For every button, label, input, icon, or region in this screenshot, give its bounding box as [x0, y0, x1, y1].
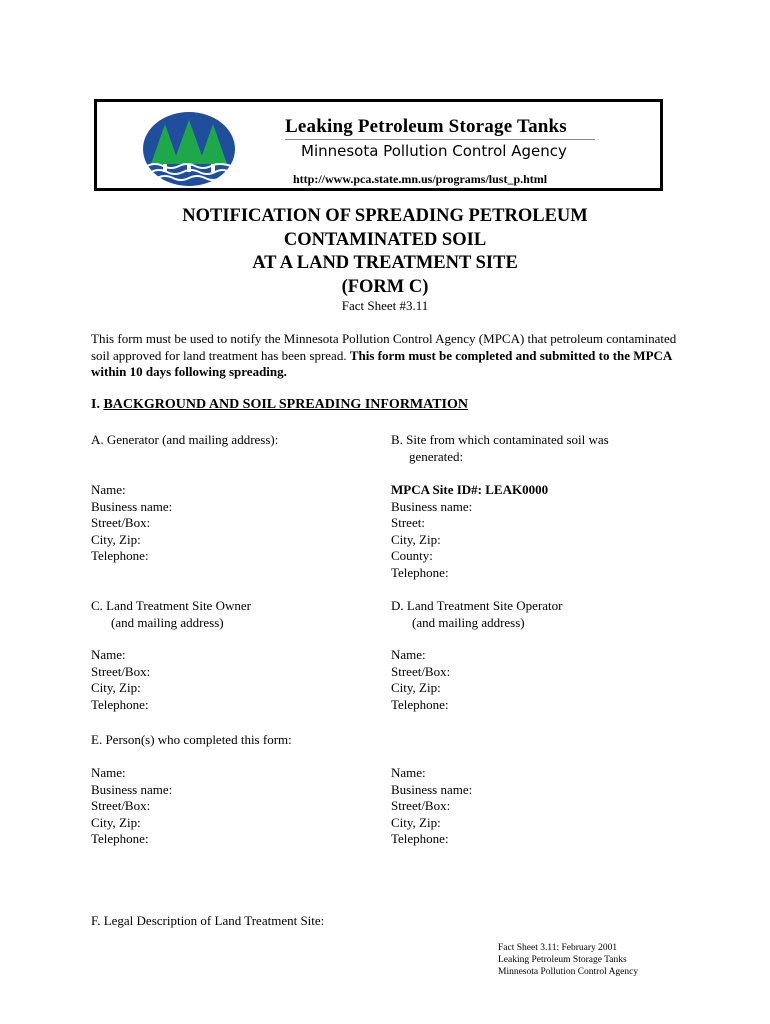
completer-2-name-field: Name: — [391, 765, 426, 780]
site-heading-cont: generated: — [409, 448, 464, 464]
operator-name-field: Name: — [391, 647, 426, 662]
legal-description-heading: F. Legal Description of Land Treatment Site: — [91, 913, 325, 928]
page-title-line-4: (FORM C) — [341, 277, 429, 297]
site-county-field: County: — [391, 548, 433, 563]
section-title: BACKGROUND AND SOIL SPREADING INFORMATION — [103, 397, 469, 412]
header-box — [94, 99, 663, 191]
generator-heading: A. Generator (and mailing address): — [91, 432, 279, 447]
mpca-logo-icon — [141, 110, 237, 188]
header-url-link[interactable]: http://www.pca.state.mn.us/programs/lust_p.html — [293, 172, 548, 186]
intro-text: This form must be used to notify the Minnesota Pollution Control Agency (MPCA) that petroleum contaminated soil approved for land treatment has been spread. — [91, 331, 677, 363]
completer-1-business-field: Business name: — [91, 781, 173, 797]
header-agency: Minnesota Pollution Control Agency — [301, 142, 567, 160]
completer-2-business-field: Business name: — [391, 781, 473, 797]
generator-city-field: City, Zip: — [91, 531, 141, 547]
header-title: Leaking Petroleum Storage Tanks — [285, 116, 567, 137]
owner-heading-cont: (and mailing address) — [111, 614, 224, 630]
completer-heading: E. Person(s) who completed this form: — [91, 732, 292, 747]
intro-paragraph — [91, 331, 681, 381]
generator-business-field: Business name: — [91, 498, 173, 514]
completer-1-city-field: City, Zip: — [91, 814, 141, 830]
owner-street-field: Street/Box: — [91, 663, 151, 679]
generator-name-field: Name: — [91, 482, 126, 497]
fact-sheet-number: Fact Sheet #3.11 — [341, 298, 429, 313]
page-footer — [498, 942, 638, 978]
operator-street-field: Street/Box: — [391, 663, 451, 679]
footer-program: Leaking Petroleum Storage Tanks — [498, 955, 627, 965]
section-heading — [91, 397, 468, 413]
completer-2-street-field: Street/Box: — [391, 798, 451, 813]
footer-fact-sheet: Fact Sheet 3.11: February 2001 — [498, 943, 618, 953]
site-business-field: Business name: — [391, 498, 473, 514]
operator-telephone-field: Telephone: — [391, 696, 449, 712]
site-heading: B. Site from which contaminated soil was — [391, 432, 609, 447]
page-title-line-3: AT A LAND TREATMENT SITE — [252, 253, 518, 273]
owner-name-field: Name: — [91, 647, 126, 662]
owner-city-field: City, Zip: — [91, 680, 141, 695]
section-number: I. — [91, 397, 100, 412]
completer-1-street-field: Street/Box: — [91, 798, 151, 813]
intro-deadline-text: This form must be completed and submitted to the MPCA within 10 days following spreading. — [91, 347, 672, 379]
owner-heading: C. Land Treatment Site Owner — [91, 598, 251, 613]
page-title-line-1: NOTIFICATION OF SPREADING PETROLEUM — [182, 206, 588, 226]
completer-1-telephone-field: Telephone: — [91, 831, 149, 846]
completer-2-city-field: City, Zip: — [391, 814, 441, 830]
owner-telephone-field: Telephone: — [91, 696, 149, 712]
completer-2-telephone-field: Telephone: — [391, 831, 449, 846]
header-divider — [285, 139, 595, 140]
operator-city-field: City, Zip: — [391, 680, 441, 695]
site-street-field: Street: — [391, 515, 425, 530]
operator-heading-cont: (and mailing address) — [412, 614, 525, 630]
footer-agency: Minnesota Pollution Control Agency — [498, 967, 639, 977]
site-id-field: MPCA Site ID#: LEAK0000 — [391, 482, 549, 497]
site-telephone-field: Telephone: — [391, 564, 449, 580]
generator-street-field: Street/Box: — [91, 515, 151, 530]
page-title-line-2: CONTAMINATED SOIL — [283, 230, 487, 250]
completer-1-name-field: Name: — [91, 765, 126, 780]
site-city-field: City, Zip: — [391, 531, 441, 547]
operator-heading: D. Land Treatment Site Operator — [391, 598, 563, 613]
generator-telephone-field: Telephone: — [91, 548, 149, 563]
